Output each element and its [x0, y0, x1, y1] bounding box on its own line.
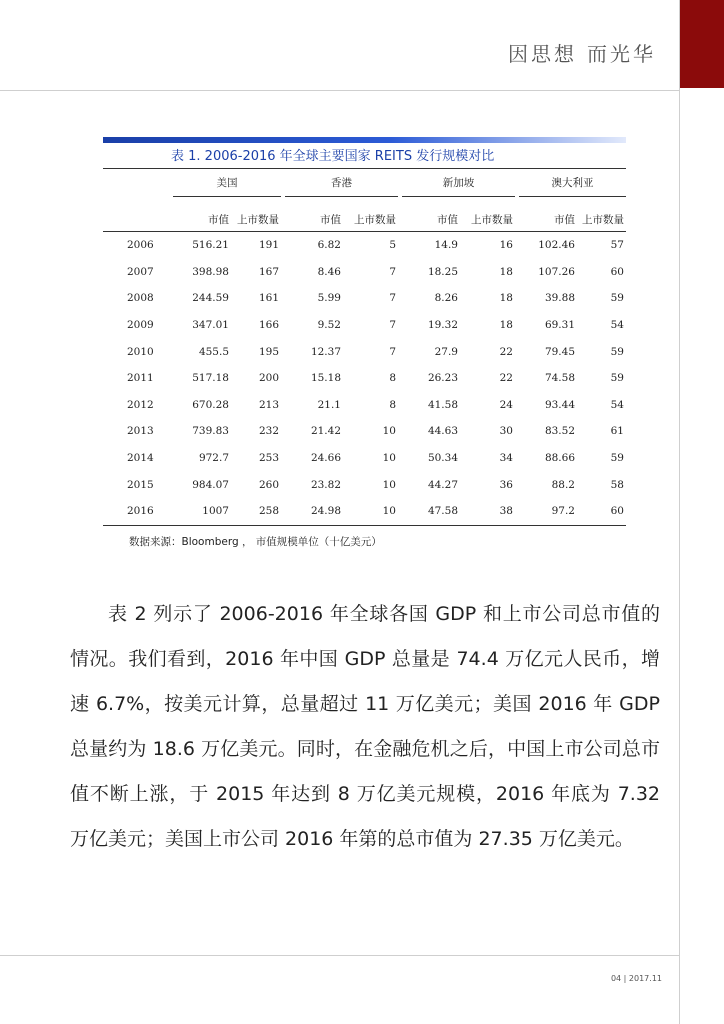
- market-cap-cell: 97.2: [519, 498, 577, 525]
- market-cap-cell: 18.25: [427, 265, 458, 278]
- market-cap-cell: 23.82: [310, 478, 341, 491]
- listed-count-cell: 60: [610, 265, 624, 278]
- sub-header-listed-count: 上市数量: [460, 197, 515, 232]
- table-row: [103, 285, 626, 312]
- listed-count-cell: 18: [499, 319, 513, 332]
- sub-header-listed-count: 上市数量: [343, 197, 398, 232]
- listed-count-cell: 10: [382, 452, 396, 465]
- table-row: [103, 232, 626, 259]
- table-source-note: 数据来源：Bloomberg ， 市值规模单位（十亿美元）: [129, 535, 382, 548]
- listed-count-cell: 30: [499, 425, 513, 438]
- year-cell: 2013: [127, 425, 154, 438]
- market-cap-cell: 517.18: [192, 372, 229, 385]
- market-cap-cell: 670.28: [192, 398, 229, 411]
- market-cap-cell: 69.31: [544, 319, 575, 332]
- market-cap-cell: 39.88: [544, 292, 575, 305]
- listed-count-cell: 24: [499, 398, 513, 411]
- listed-count-cell: 253: [258, 452, 279, 465]
- market-cap-cell: 455.5: [198, 345, 229, 358]
- listed-count-cell: 60: [577, 498, 626, 525]
- listed-count-cell: 232: [258, 425, 279, 438]
- market-cap-cell: 972.7: [198, 452, 229, 465]
- market-cap-cell: 9.52: [317, 319, 341, 332]
- year-cell: 2009: [127, 319, 154, 332]
- market-cap-cell: 44.27: [427, 478, 458, 491]
- country-header-us: 美国: [173, 169, 281, 197]
- market-cap-cell: 984.07: [192, 478, 229, 491]
- listed-count-cell: 200: [258, 372, 279, 385]
- market-cap-cell: 88.66: [544, 452, 575, 465]
- listed-count-cell: 167: [258, 265, 279, 278]
- market-cap-cell: 93.44: [544, 398, 575, 411]
- market-cap-cell: 19.32: [427, 319, 458, 332]
- listed-count-cell: 57: [610, 239, 624, 252]
- year-cell: 2015: [127, 478, 154, 491]
- year-cell: 2016: [103, 498, 173, 525]
- country-header-au: 澳大利亚: [519, 169, 626, 197]
- table-row: [103, 392, 626, 419]
- year-cell: 2010: [127, 345, 154, 358]
- market-cap-cell: 47.58: [402, 498, 460, 525]
- listed-count-cell: 10: [382, 425, 396, 438]
- market-cap-cell: 244.59: [192, 292, 229, 305]
- table-row: [103, 259, 626, 286]
- market-cap-cell: 398.98: [192, 265, 229, 278]
- table-body: [103, 232, 626, 526]
- listed-count-cell: 22: [499, 345, 513, 358]
- year-cell: 2008: [127, 292, 154, 305]
- listed-count-cell: 260: [258, 478, 279, 491]
- market-cap-cell: 15.18: [310, 372, 341, 385]
- market-cap-cell: 24.98: [285, 498, 343, 525]
- market-cap-cell: 107.26: [538, 265, 575, 278]
- listed-count-cell: 59: [610, 292, 624, 305]
- table-row: [103, 338, 626, 365]
- listed-count-cell: 22: [499, 372, 513, 385]
- reits-table: [103, 168, 626, 526]
- listed-count-cell: 58: [610, 478, 624, 491]
- market-cap-cell: 8.46: [317, 265, 341, 278]
- listed-count-cell: 59: [610, 372, 624, 385]
- slogan-right: 而光华: [587, 42, 656, 66]
- market-cap-cell: 41.58: [427, 398, 458, 411]
- listed-count-cell: 59: [610, 345, 624, 358]
- listed-count-cell: 166: [258, 319, 279, 332]
- listed-count-cell: 54: [610, 398, 624, 411]
- sub-header-market-cap: 市值: [402, 197, 460, 232]
- right-margin-rule: [679, 0, 680, 1024]
- listed-count-cell: 59: [610, 452, 624, 465]
- sub-header-row: [103, 197, 626, 232]
- table-row: [103, 365, 626, 392]
- market-cap-cell: 5.99: [317, 292, 341, 305]
- table-row: [103, 471, 626, 498]
- market-cap-cell: 26.23: [427, 372, 458, 385]
- market-cap-cell: 6.82: [317, 239, 341, 252]
- listed-count-cell: 10: [382, 478, 396, 491]
- market-cap-cell: 50.34: [427, 452, 458, 465]
- listed-count-cell: 16: [499, 239, 513, 252]
- header-accent-block: [679, 0, 724, 88]
- footer-divider: [0, 955, 679, 956]
- table-row: [103, 445, 626, 472]
- listed-count-cell: 5: [389, 239, 396, 252]
- listed-count-cell: 18: [499, 265, 513, 278]
- year-cell: 2006: [127, 239, 154, 252]
- year-cell: 2011: [127, 372, 154, 385]
- market-cap-cell: 12.37: [310, 345, 341, 358]
- listed-count-cell: 161: [258, 292, 279, 305]
- market-cap-cell: 8.26: [434, 292, 458, 305]
- table-title-bar: [103, 137, 626, 143]
- market-cap-cell: 83.52: [544, 425, 575, 438]
- listed-count-cell: 8: [389, 398, 396, 411]
- market-cap-cell: 74.58: [544, 372, 575, 385]
- table-row: [103, 498, 626, 525]
- country-header-sg: 新加坡: [402, 169, 515, 197]
- sub-header-listed-count: 上市数量: [577, 197, 626, 232]
- market-cap-cell: 79.45: [544, 345, 575, 358]
- header-divider: [0, 90, 679, 91]
- listed-count-cell: 38: [460, 498, 515, 525]
- body-paragraph: 表 2 列示了 2006-2016 年全球各国 GDP 和上市公司总市值的情况。我们看到，2016 年中国 GDP 总量是 74.4 万亿元人民币，增速 6.7%，按美元计算，总量超过 11 万亿美元；美国 2016 年 GDP 总量约为 18.6 万亿美元。同时，在金融危机之后，中国上市公司总市值不断上涨，于 2015 年达到 8 万亿美元规模，2016 年底为 7.32 万亿美元；美国上市公司 2016 年第的总市值为 27.35 万亿美元。: [70, 603, 660, 850]
- header-slogan: [508, 38, 656, 67]
- listed-count-cell: 195: [258, 345, 279, 358]
- listed-count-cell: 61: [610, 425, 624, 438]
- market-cap-cell: 24.66: [310, 452, 341, 465]
- reits-table-block: [103, 137, 626, 549]
- market-cap-cell: 27.9: [434, 345, 458, 358]
- table-row: [103, 312, 626, 339]
- listed-count-cell: 7: [389, 345, 396, 358]
- table-title: 表 1. 2006-2016 年全球主要国家 REITS 发行规模对比: [171, 149, 495, 164]
- market-cap-cell: 88.2: [551, 478, 575, 491]
- sub-header-listed-count: 上市数量: [231, 197, 281, 232]
- market-cap-cell: 739.83: [192, 425, 229, 438]
- listed-count-cell: 258: [231, 498, 281, 525]
- market-cap-cell: 516.21: [192, 239, 229, 252]
- listed-count-cell: 7: [389, 319, 396, 332]
- corner-cell: [103, 169, 173, 197]
- listed-count-cell: 213: [258, 398, 279, 411]
- listed-count-cell: 54: [610, 319, 624, 332]
- market-cap-cell: 347.01: [192, 319, 229, 332]
- table-row: [103, 418, 626, 445]
- listed-count-cell: 7: [389, 265, 396, 278]
- market-cap-cell: 14.9: [434, 239, 458, 252]
- sub-header-market-cap: 市值: [519, 197, 577, 232]
- listed-count-cell: 18: [499, 292, 513, 305]
- year-cell: 2014: [127, 452, 154, 465]
- country-header-hk: 香港: [285, 169, 398, 197]
- sub-header-market-cap: 市值: [285, 197, 343, 232]
- listed-count-cell: 34: [499, 452, 513, 465]
- page-number: 04 | 2017.11: [610, 974, 662, 983]
- market-cap-cell: 44.63: [427, 425, 458, 438]
- year-cell: 2012: [127, 398, 154, 411]
- market-cap-cell: 1007: [173, 498, 231, 525]
- market-cap-cell: 102.46: [538, 239, 575, 252]
- sub-header-market-cap: 市值: [173, 197, 231, 232]
- slogan-left: 因思想: [508, 42, 577, 66]
- listed-count-cell: 191: [258, 239, 279, 252]
- market-cap-cell: 21.1: [317, 398, 341, 411]
- listed-count-cell: 10: [343, 498, 398, 525]
- market-cap-cell: 21.42: [310, 425, 341, 438]
- listed-count-cell: 8: [389, 372, 396, 385]
- country-header-row: [103, 169, 626, 197]
- listed-count-cell: 36: [499, 478, 513, 491]
- year-cell: 2007: [127, 265, 154, 278]
- listed-count-cell: 7: [389, 292, 396, 305]
